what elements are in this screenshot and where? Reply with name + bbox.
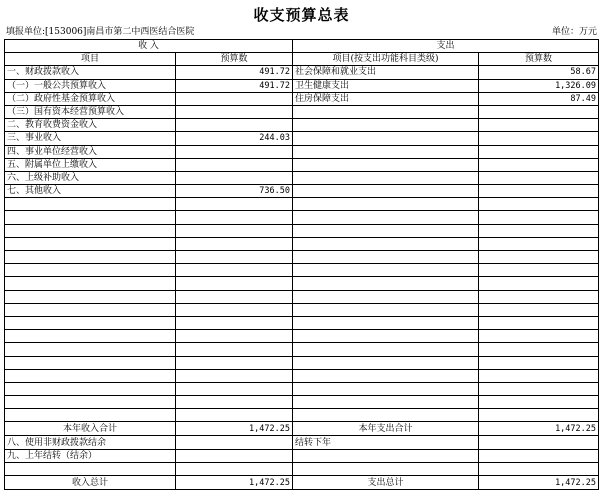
blank-cell [5,198,176,211]
non-fiscal-balance-value [176,436,293,449]
income-value [176,92,293,105]
income-item: 二、教育收费资金收入 [5,119,176,132]
income-value [176,171,293,184]
blank-cell [479,264,599,277]
blank-cell [479,396,599,409]
table-row [5,119,599,132]
blank-cell [479,198,599,211]
table-row [5,132,599,145]
expense-value [479,132,599,145]
blank-cell [479,211,599,224]
currency-unit: 单位：万元 [551,27,597,37]
blank-cell [293,382,479,395]
blank-cell [176,237,293,250]
blank-cell [479,277,599,290]
blank-cell [293,251,479,264]
annual-total-row [5,422,599,436]
carry-next-year-value [479,436,599,449]
empty-row [5,382,599,395]
income-item: 三、事业收入 [5,132,176,145]
blank-cell [293,396,479,409]
income-value [176,119,293,132]
blank-cell [176,356,293,369]
empty-row [5,396,599,409]
blank-cell [293,369,479,382]
spacer-row [5,462,599,475]
income-value [176,105,293,118]
blank-cell [293,303,479,316]
table-row [5,158,599,171]
income-value: 244.03 [176,132,293,145]
blank-cell [176,303,293,316]
blank-cell [176,396,293,409]
blank-cell [176,224,293,237]
blank-cell [176,382,293,395]
expense-total-value: 1,472.25 [479,422,599,436]
blank-cell [5,277,176,290]
blank-cell [5,396,176,409]
blank-cell [293,343,479,356]
blank-cell [479,356,599,369]
blank-cell [5,343,176,356]
budget-table [4,39,599,490]
table-row [5,66,599,79]
blank-cell [479,290,599,303]
blank-cell [176,343,293,356]
blank-cell [293,198,479,211]
expense-item [293,119,479,132]
blank-cell [293,316,479,329]
expense-value: 58.67 [479,66,599,79]
empty-row [5,211,599,224]
expense-item [293,171,479,184]
blank-cell [479,303,599,316]
prior-carryover-value [176,449,293,462]
col-expense-item-header: 项目(按支出功能科目类级) [293,53,479,66]
expense-value: 87.49 [479,92,599,105]
income-total-label: 本年收入合计 [5,422,176,436]
blank-cell [479,316,599,329]
reporting-unit: 填报单位:[153006]南昌市第二中西医结合医院 [6,27,195,37]
prior-carryover-label: 九、上年结转（结余） [5,449,176,462]
col-item-header: 项目 [5,53,176,66]
blank-cell [293,290,479,303]
income-item: 四、事业单位经营收入 [5,145,176,158]
blank-cell [479,462,599,475]
expense-value [479,119,599,132]
expense-item [293,132,479,145]
income-item: 一、财政拨款收入 [5,66,176,79]
expense-value: 1,326.09 [479,79,599,92]
empty-row [5,356,599,369]
blank-cell [176,277,293,290]
table-row [5,105,599,118]
blank-cell [479,343,599,356]
empty-row [5,264,599,277]
income-item: （三）国有资本经营预算收入 [5,105,176,118]
income-value: 491.72 [176,66,293,79]
income-item: 六、上级补助收入 [5,171,176,184]
blank-cell [293,224,479,237]
income-value: 736.50 [176,185,293,198]
header-row-1 [5,40,599,53]
expense-value [479,158,599,171]
blank-cell [176,211,293,224]
blank-cell [479,409,599,422]
table-row [5,185,599,198]
blank-cell [293,449,479,462]
empty-row [5,277,599,290]
col-expense-budget-header: 预算数 [479,53,599,66]
blank-cell [5,356,176,369]
income-header: 收 入 [5,40,293,53]
blank-cell [5,237,176,250]
blank-cell [293,409,479,422]
blank-cell [293,462,479,475]
blank-cell [293,211,479,224]
empty-row [5,251,599,264]
page-title: 收支预算总表 [253,6,350,24]
expense-item [293,158,479,171]
blank-cell [479,382,599,395]
expense-value [479,145,599,158]
blank-cell [176,264,293,277]
header-row-2 [5,53,599,66]
prior-carryover-row [5,449,599,462]
table-row [5,79,599,92]
empty-row [5,409,599,422]
blank-cell [5,382,176,395]
blank-cell [5,330,176,343]
grand-income-label: 收入总计 [5,476,176,490]
income-item: （二）政府性基金预算收入 [5,92,176,105]
blank-cell [176,251,293,264]
table-row [5,171,599,184]
blank-cell [5,290,176,303]
blank-cell [479,251,599,264]
blank-cell [293,356,479,369]
empty-row [5,330,599,343]
expense-header: 支出 [293,40,599,53]
expense-item [293,185,479,198]
income-value: 491.72 [176,79,293,92]
expense-item [293,145,479,158]
blank-cell [176,462,293,475]
income-item: 五、附属单位上缴收入 [5,158,176,171]
empty-row [5,290,599,303]
expense-total-label: 本年支出合计 [293,422,479,436]
expense-value [479,171,599,184]
empty-rows [5,198,599,422]
blank-cell [5,264,176,277]
blank-cell [176,409,293,422]
expense-value [479,185,599,198]
non-fiscal-balance-row [5,436,599,449]
blank-cell [176,290,293,303]
empty-row [5,343,599,356]
empty-row [5,369,599,382]
blank-cell [5,316,176,329]
blank-cell [176,198,293,211]
blank-cell [5,409,176,422]
blank-cell [479,449,599,462]
blank-cell [479,369,599,382]
empty-row [5,316,599,329]
empty-row [5,198,599,211]
col-budget-header: 预算数 [176,53,293,66]
blank-cell [293,237,479,250]
blank-cell [293,277,479,290]
table-row [5,92,599,105]
blank-cell [293,330,479,343]
table-row [5,145,599,158]
blank-cell [293,264,479,277]
blank-cell [176,369,293,382]
empty-row [5,224,599,237]
grand-expense-value: 1,472.25 [479,476,599,490]
expense-item: 社会保障和就业支出 [293,66,479,79]
empty-row [5,237,599,250]
blank-cell [176,330,293,343]
grand-expense-label: 支出总计 [293,476,479,490]
grand-income-value: 1,472.25 [176,476,293,490]
expense-item: 住房保障支出 [293,92,479,105]
expense-value [479,105,599,118]
income-total-value: 1,472.25 [176,422,293,436]
expense-item [293,105,479,118]
blank-cell [5,224,176,237]
blank-cell [5,369,176,382]
blank-cell [479,224,599,237]
blank-cell [479,330,599,343]
blank-cell [479,237,599,250]
blank-cell [5,303,176,316]
grand-total-row [5,476,599,490]
income-value [176,158,293,171]
income-item: （一）一般公共预算收入 [5,79,176,92]
blank-cell [5,462,176,475]
income-value [176,145,293,158]
empty-row [5,303,599,316]
blank-cell [5,251,176,264]
non-fiscal-balance-label: 八、使用非财政拨款结余 [5,436,176,449]
blank-cell [176,316,293,329]
income-item: 七、其他收入 [5,185,176,198]
expense-item: 卫生健康支出 [293,79,479,92]
blank-cell [5,211,176,224]
carry-next-year-label: 结转下年 [293,436,479,449]
